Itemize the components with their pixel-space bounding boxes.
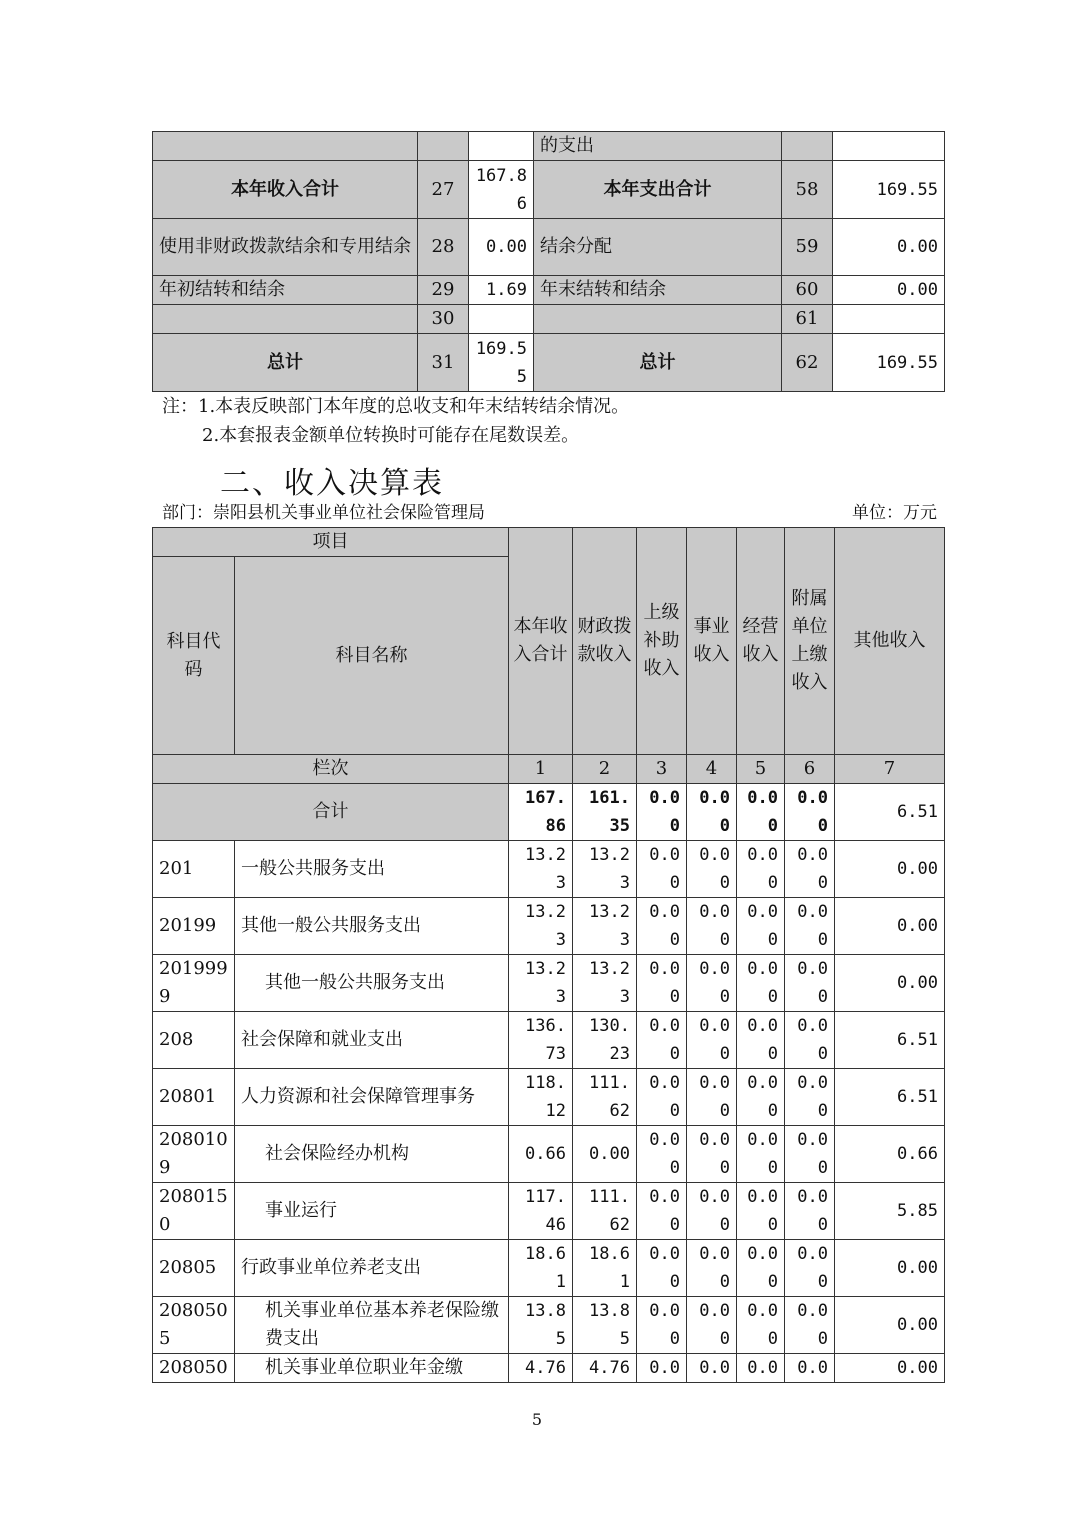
- value-cell: 0.00: [687, 898, 737, 955]
- value-cell: 0.66: [835, 1126, 945, 1183]
- value-cell: 6.51: [835, 1069, 945, 1126]
- value-cell: 0.00: [637, 1297, 687, 1354]
- value-cell: 136.73: [509, 1012, 573, 1069]
- table-row: [153, 1240, 945, 1297]
- left-label: 总计: [153, 334, 418, 392]
- value-cell: 0.00: [835, 1297, 945, 1354]
- header-project: 项目: [153, 528, 509, 557]
- value-cell: 0.00: [687, 841, 737, 898]
- left-label: [153, 305, 418, 334]
- value-cell: 0.00: [637, 1240, 687, 1297]
- subject-name: 其他一般公共服务支出: [235, 898, 509, 955]
- value-cell: 0.00: [637, 1069, 687, 1126]
- value-cell: 18.61: [573, 1240, 637, 1297]
- subject-name: 人力资源和社会保障管理事务: [235, 1069, 509, 1126]
- subject-name: 机关事业单位基本养老保险缴费支出: [235, 1297, 509, 1354]
- value-cell: 0.00: [835, 898, 945, 955]
- value-cell: 0.00: [637, 1126, 687, 1183]
- column-number: 5: [737, 755, 785, 784]
- subject-name: 社会保险经办机构: [235, 1126, 509, 1183]
- left-label: 年初结转和结余: [153, 276, 418, 305]
- value-cell: 0.00: [687, 1126, 737, 1183]
- subject-name: 其他一般公共服务支出: [235, 955, 509, 1012]
- value-cell: 13.23: [573, 898, 637, 955]
- note-line-2: 2.本套报表金额单位转换时可能存在尾数误差。: [202, 425, 580, 446]
- subject-code: 20805: [153, 1240, 235, 1297]
- subject-code: 201: [153, 841, 235, 898]
- value-cell: 0.00: [737, 955, 785, 1012]
- value-cell: 0.00: [687, 1183, 737, 1240]
- column-number: 1: [509, 755, 573, 784]
- income-table: [152, 527, 945, 1383]
- column-number: 6: [785, 755, 835, 784]
- value-cell: 0.0: [785, 1354, 835, 1383]
- total-value: 0.00: [785, 784, 835, 841]
- header-other: 其他收入: [835, 528, 945, 755]
- table-notes: [162, 392, 629, 450]
- value-cell: 0.00: [737, 1069, 785, 1126]
- table-row: [153, 305, 945, 334]
- value-cell: 0.00: [687, 1240, 737, 1297]
- table-row: [153, 132, 945, 161]
- value-cell: 0.00: [637, 955, 687, 1012]
- total-value: 161.35: [573, 784, 637, 841]
- table-row: [153, 219, 945, 276]
- total-value: 0.00: [687, 784, 737, 841]
- header-row: [153, 528, 945, 557]
- subject-code: 2080150: [153, 1183, 235, 1240]
- left-value: 0.00: [469, 219, 534, 276]
- unit-label: 单位：万元: [852, 503, 937, 523]
- header-fiscal: 财政拨款收入: [573, 528, 637, 755]
- department-line: [162, 500, 937, 526]
- table-row: [153, 1183, 945, 1240]
- right-value: 169.55: [833, 334, 945, 392]
- value-cell: 0.00: [687, 1012, 737, 1069]
- table-row: [153, 898, 945, 955]
- subject-code: 2019999: [153, 955, 235, 1012]
- column-number: 3: [637, 755, 687, 784]
- column-number: 4: [687, 755, 737, 784]
- subject-code: 20199: [153, 898, 235, 955]
- value-cell: 0.00: [785, 1012, 835, 1069]
- right-value: [833, 132, 945, 161]
- value-cell: 13.23: [509, 898, 573, 955]
- subject-name: 机关事业单位职业年金缴: [235, 1354, 509, 1383]
- left-no: 30: [418, 305, 469, 334]
- column-number-row: [153, 755, 945, 784]
- table-row: [153, 1126, 945, 1183]
- left-label: 本年收入合计: [153, 161, 418, 219]
- total-value: 0.00: [737, 784, 785, 841]
- value-cell: 0.00: [785, 955, 835, 1012]
- left-value: [469, 132, 534, 161]
- value-cell: 130.23: [573, 1012, 637, 1069]
- note-line-1: 注：1.本表反映部门本年度的总收支和年末结转结余情况。: [162, 396, 630, 417]
- subject-code: 208: [153, 1012, 235, 1069]
- right-value: 0.00: [833, 276, 945, 305]
- left-label: 使用非财政拨款结余和专用结余: [153, 219, 418, 276]
- value-cell: 0.0: [687, 1354, 737, 1383]
- left-value: [469, 305, 534, 334]
- value-cell: 0.0: [737, 1354, 785, 1383]
- value-cell: 0.00: [737, 1126, 785, 1183]
- value-cell: 111.62: [573, 1183, 637, 1240]
- value-cell: 0.00: [835, 1240, 945, 1297]
- right-no: 61: [782, 305, 833, 334]
- value-cell: 0.00: [737, 898, 785, 955]
- right-value: 0.00: [833, 219, 945, 276]
- value-cell: 0.0: [637, 1354, 687, 1383]
- value-cell: 0.00: [737, 1297, 785, 1354]
- value-cell: 118.12: [509, 1069, 573, 1126]
- table-row: [153, 1297, 945, 1354]
- right-label: 总计: [534, 334, 782, 392]
- table-row: [153, 276, 945, 305]
- value-cell: 0.00: [687, 1297, 737, 1354]
- summary-table: [152, 131, 945, 392]
- right-no: [782, 132, 833, 161]
- column-number: 7: [835, 755, 945, 784]
- left-no: 29: [418, 276, 469, 305]
- subject-name: 社会保障和就业支出: [235, 1012, 509, 1069]
- value-cell: 0.00: [785, 1069, 835, 1126]
- left-value: 1.69: [469, 276, 534, 305]
- left-no: [418, 132, 469, 161]
- subject-code: 20801: [153, 1069, 235, 1126]
- value-cell: 0.00: [737, 1240, 785, 1297]
- table-row: [153, 161, 945, 219]
- value-cell: 0.00: [785, 1297, 835, 1354]
- value-cell: 117.46: [509, 1183, 573, 1240]
- header-affiliated: 附属单位上缴收入: [785, 528, 835, 755]
- value-cell: 0.00: [687, 1069, 737, 1126]
- table-row: [153, 1069, 945, 1126]
- value-cell: 111.62: [573, 1069, 637, 1126]
- subject-code: 2080109: [153, 1126, 235, 1183]
- right-no: 59: [782, 219, 833, 276]
- left-no: 31: [418, 334, 469, 392]
- value-cell: 0.00: [637, 1012, 687, 1069]
- right-no: 60: [782, 276, 833, 305]
- left-value: 169.55: [469, 334, 534, 392]
- right-label: 结余分配: [534, 219, 782, 276]
- value-cell: 0.66: [509, 1126, 573, 1183]
- left-label: [153, 132, 418, 161]
- right-label: 年末结转和结余: [534, 276, 782, 305]
- total-row: [153, 784, 945, 841]
- table-row: [153, 334, 945, 392]
- page-number: 5: [531, 1410, 543, 1429]
- value-cell: 0.00: [785, 1240, 835, 1297]
- value-cell: 13.23: [573, 955, 637, 1012]
- value-cell: 0.00: [835, 1354, 945, 1383]
- column-number: 2: [573, 755, 637, 784]
- value-cell: 0.00: [835, 955, 945, 1012]
- value-cell: 0.00: [785, 1183, 835, 1240]
- header-business: 事业收入: [687, 528, 737, 755]
- value-cell: 0.00: [687, 955, 737, 1012]
- table-row: [153, 1354, 945, 1383]
- value-cell: 0.00: [637, 1183, 687, 1240]
- department-name: 部门：崇阳县机关事业单位社会保险管理局: [162, 503, 485, 523]
- header-total: 本年收入合计: [509, 528, 573, 755]
- value-cell: 13.23: [573, 841, 637, 898]
- table-row: [153, 841, 945, 898]
- value-cell: 0.00: [785, 841, 835, 898]
- header-name: 科目名称: [235, 557, 509, 755]
- value-cell: 6.51: [835, 1012, 945, 1069]
- header-superior: 上级补助收入: [637, 528, 687, 755]
- section-title: 二、收入决算表: [220, 466, 444, 501]
- left-no: 27: [418, 161, 469, 219]
- value-cell: 13.23: [509, 955, 573, 1012]
- left-no: 28: [418, 219, 469, 276]
- right-label: [534, 305, 782, 334]
- left-value: 167.86: [469, 161, 534, 219]
- total-value: 167.86: [509, 784, 573, 841]
- header-operating: 经营收入: [737, 528, 785, 755]
- right-label: 的支出: [534, 132, 782, 161]
- total-value: 0.00: [637, 784, 687, 841]
- value-cell: 13.85: [509, 1297, 573, 1354]
- total-label: 合计: [153, 784, 509, 841]
- value-cell: 13.85: [573, 1297, 637, 1354]
- right-value: [833, 305, 945, 334]
- value-cell: 0.00: [835, 841, 945, 898]
- right-value: 169.55: [833, 161, 945, 219]
- subject-name: 事业运行: [235, 1183, 509, 1240]
- column-number-label: 栏次: [153, 755, 509, 784]
- value-cell: 0.00: [737, 841, 785, 898]
- value-cell: 4.76: [509, 1354, 573, 1383]
- value-cell: 0.00: [785, 1126, 835, 1183]
- table-row: [153, 1012, 945, 1069]
- subject-name: 行政事业单位养老支出: [235, 1240, 509, 1297]
- right-label: 本年支出合计: [534, 161, 782, 219]
- value-cell: 0.00: [785, 898, 835, 955]
- value-cell: 0.00: [737, 1183, 785, 1240]
- value-cell: 0.00: [573, 1126, 637, 1183]
- right-no: 58: [782, 161, 833, 219]
- value-cell: 0.00: [637, 841, 687, 898]
- value-cell: 4.76: [573, 1354, 637, 1383]
- subject-code: 2080505: [153, 1297, 235, 1354]
- value-cell: 5.85: [835, 1183, 945, 1240]
- right-no: 62: [782, 334, 833, 392]
- table-row: [153, 955, 945, 1012]
- value-cell: 0.00: [737, 1012, 785, 1069]
- subject-code: 208050: [153, 1354, 235, 1383]
- value-cell: 0.00: [637, 898, 687, 955]
- header-code: 科目代码: [153, 557, 235, 755]
- subject-name: 一般公共服务支出: [235, 841, 509, 898]
- total-value: 6.51: [835, 784, 945, 841]
- value-cell: 18.61: [509, 1240, 573, 1297]
- value-cell: 13.23: [509, 841, 573, 898]
